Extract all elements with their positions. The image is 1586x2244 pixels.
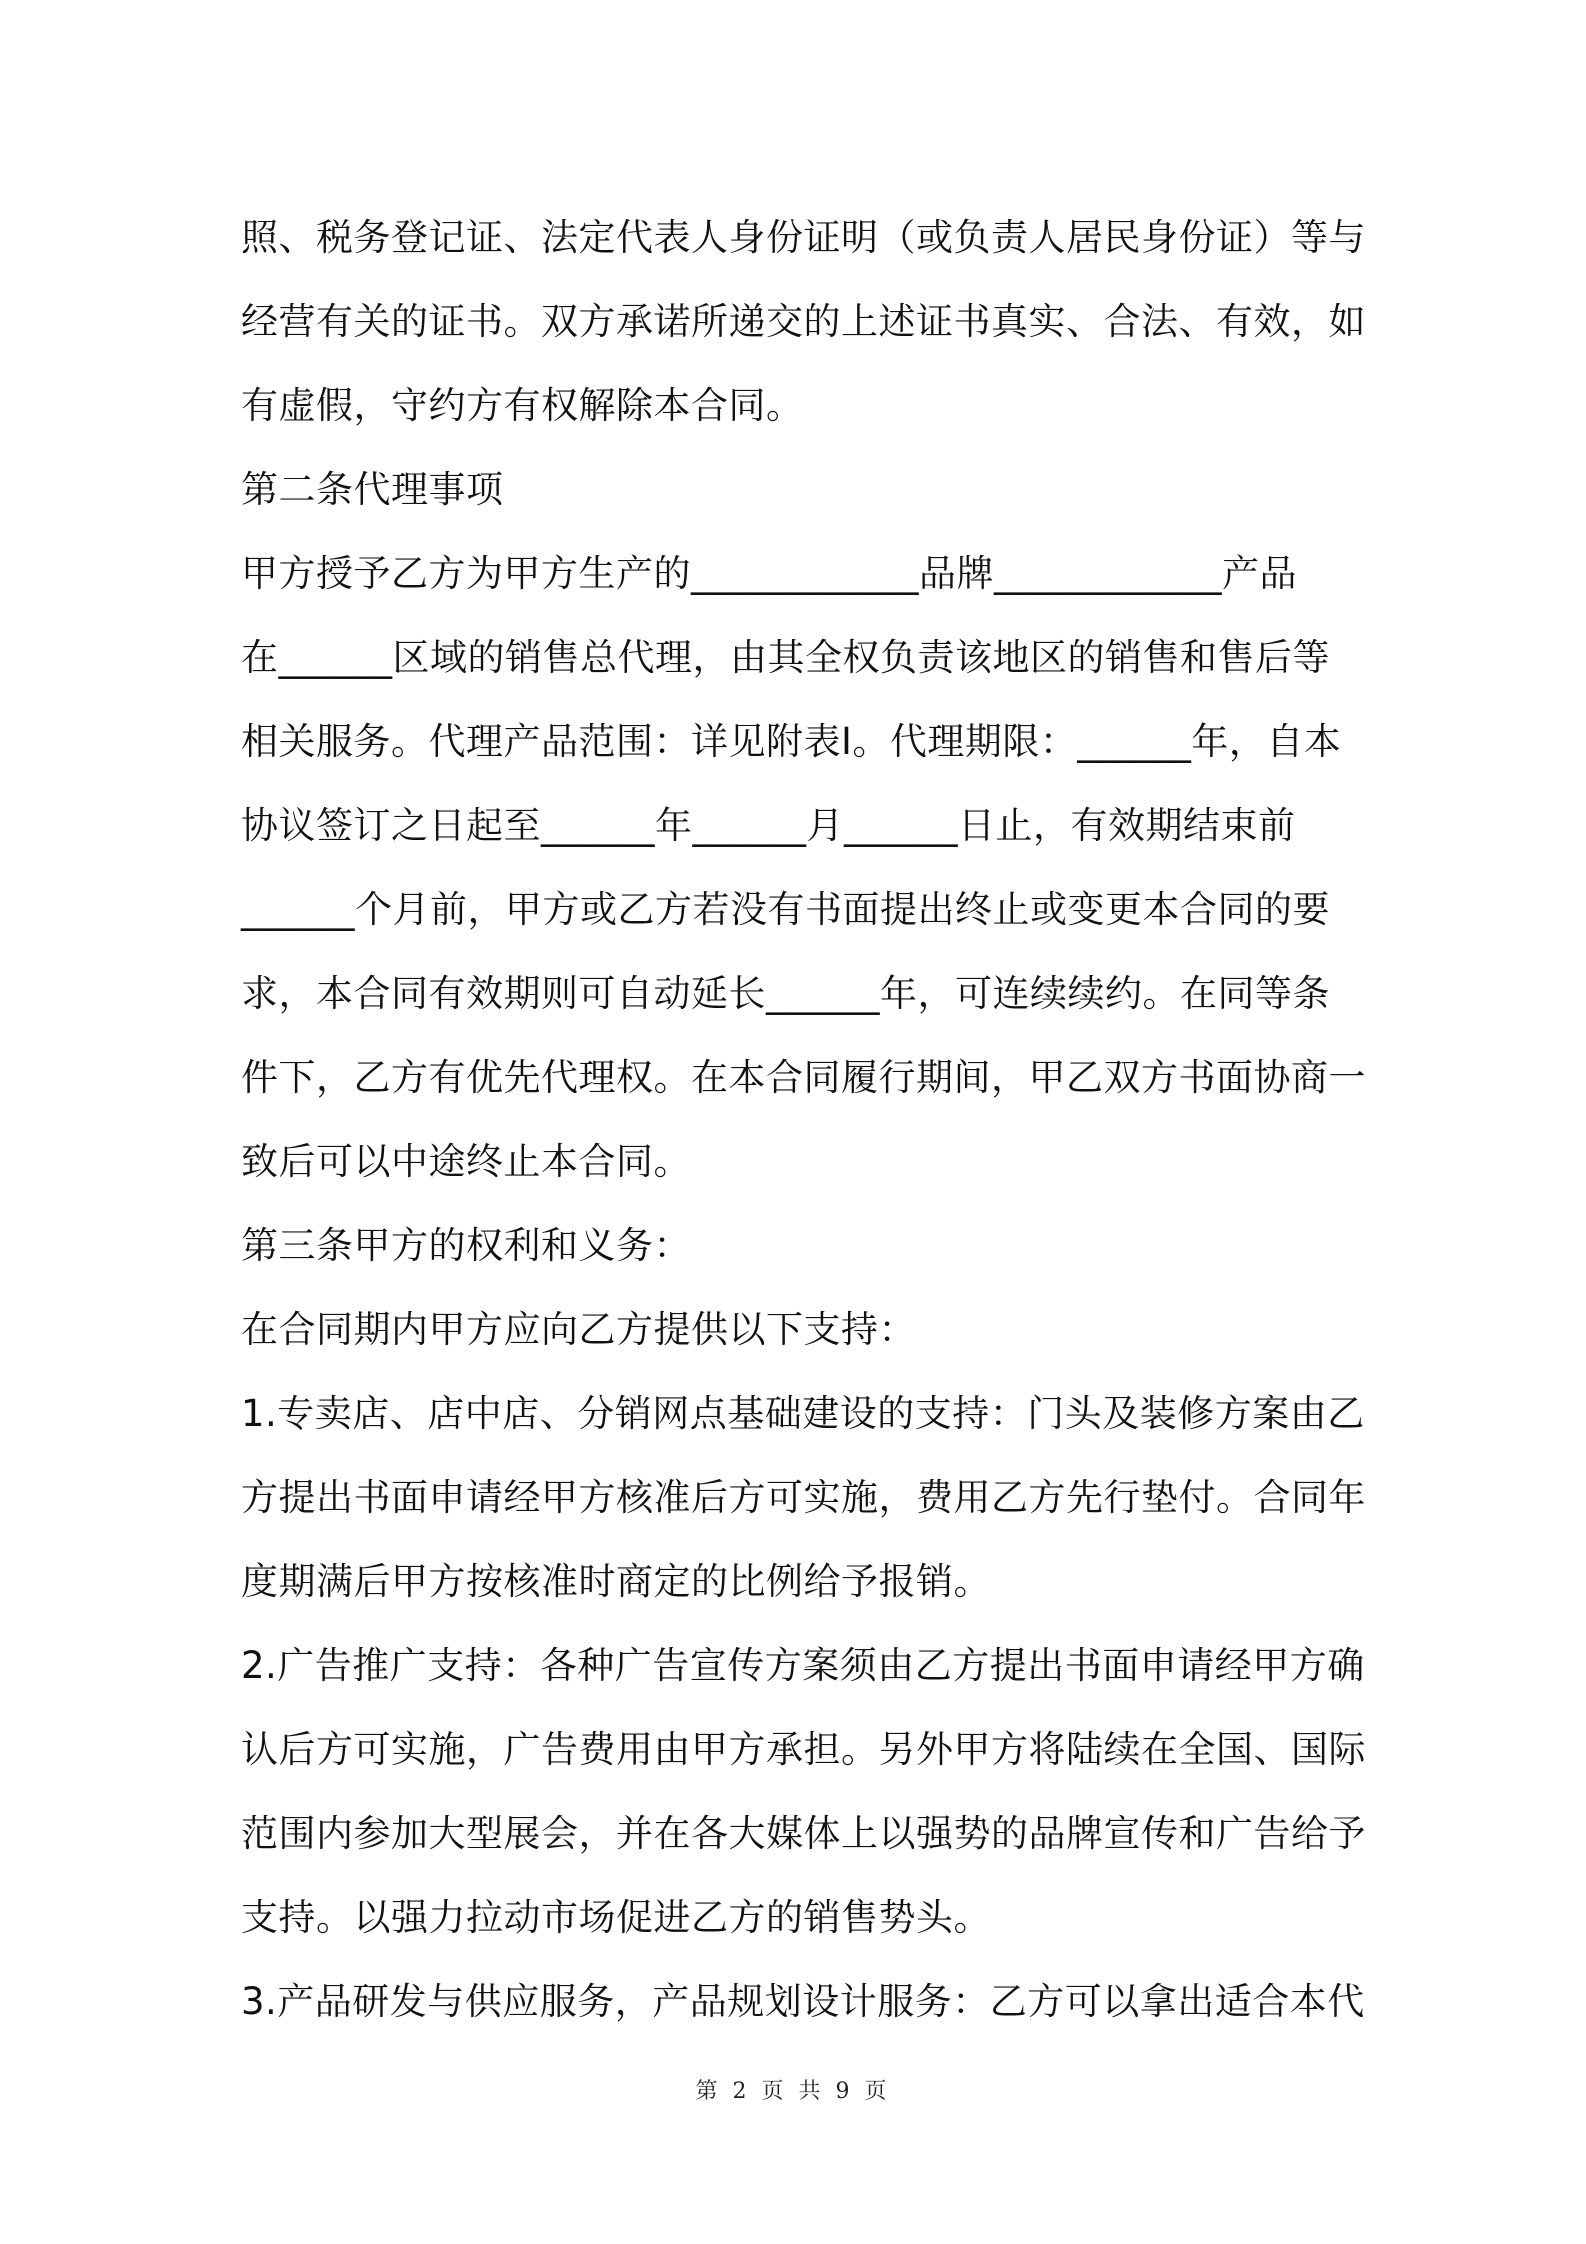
text-line: 认后方可实施，广告费用由甲方承担。另外甲方将陆续在全国、国际: [241, 1728, 1366, 1771]
page-number-footer: 第 2 页 共 9 页: [695, 2079, 891, 2104]
text-line: 方提出书面申请经甲方核准后方可实施，费用乙方先行垫付。合同年: [241, 1476, 1366, 1519]
contract-body-text: [241, 196, 1366, 2044]
text-line: 甲方授予乙方为甲方生产的____________品牌____________产品: [241, 552, 1297, 595]
text-line: 支持。以强力拉动市场促进乙方的销售势头。: [241, 1896, 991, 1939]
text-line: 经营有关的证书。双方承诺所递交的上述证书真实、合法、有效，如: [241, 300, 1366, 343]
text-line: 件下，乙方有优先代理权。在本合同履行期间，甲乙双方书面协商一: [241, 1056, 1366, 1099]
text-line: 照、税务登记证、法定代表人身份证明（或负责人居民身份证）等与: [241, 216, 1366, 259]
text-line: 度期满后甲方按核准时商定的比例给予报销。: [241, 1560, 991, 1603]
section-heading-article-3: 第三条甲方的权利和义务：: [241, 1224, 691, 1267]
text-line: ______个月前，甲方或乙方若没有书面提出终止或变更本合同的要: [241, 888, 1330, 931]
text-line: 在合同期内甲方应向乙方提供以下支持：: [241, 1308, 916, 1351]
text-line: 求，本合同有效期则可自动延长______年，可连续续约。在同等条: [241, 972, 1330, 1015]
list-item-3: 3.产品研发与供应服务，产品规划设计服务：乙方可以拿出适合本代: [241, 1980, 1365, 2023]
text-line: 有虚假，守约方有权解除本合同。: [241, 384, 804, 427]
list-item-2: 2.广告推广支持：各种广告宣传方案须由乙方提出书面申请经甲方确: [241, 1644, 1365, 1687]
text-line: 协议签订之日起至______年______月______日止，有效期结束前: [241, 804, 1296, 847]
text-line: 在______区域的销售总代理，由其全权负责该地区的销售和售后等: [241, 636, 1330, 679]
section-heading-article-2: 第二条代理事项: [241, 468, 504, 511]
text-line: 范围内参加大型展会，并在各大媒体上以强势的品牌宣传和广告给予: [241, 1812, 1366, 1855]
text-line: 致后可以中途终止本合同。: [241, 1140, 691, 1183]
list-item-1: 1.专卖店、店中店、分销网点基础建设的支持：门头及装修方案由乙: [241, 1392, 1365, 1435]
text-line: 相关服务。代理产品范围：详见附表I。代理期限：______年，自本: [241, 720, 1342, 763]
